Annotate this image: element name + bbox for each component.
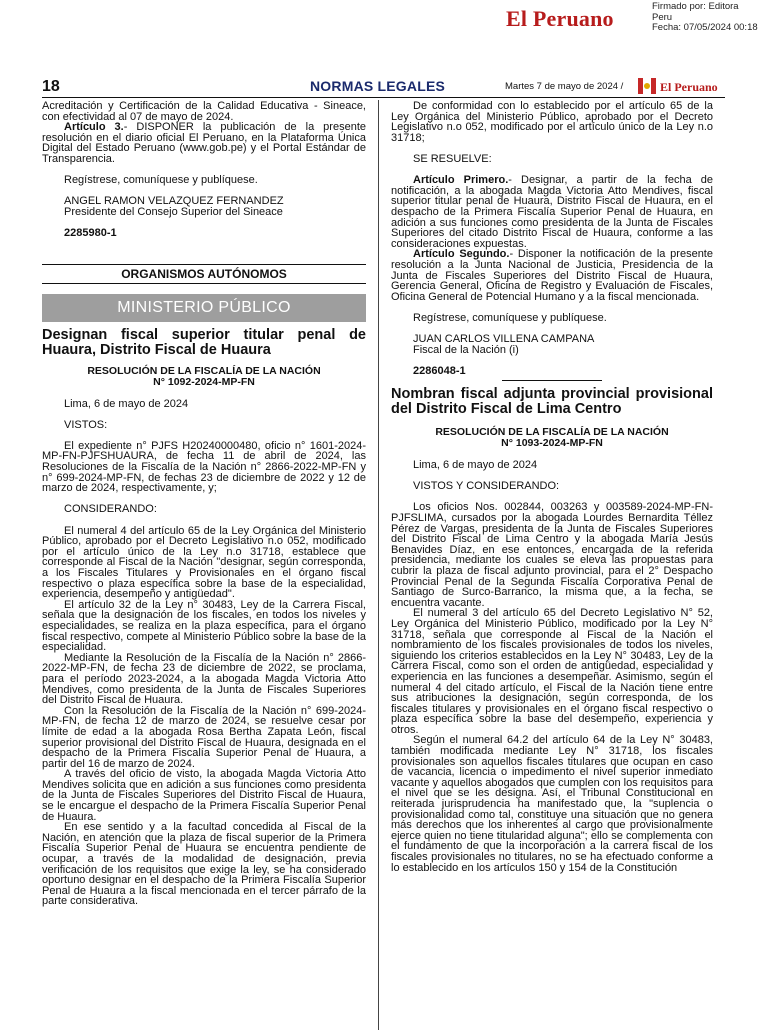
closing-formula: Regístrese, comuníquese y publíquese. [64,174,258,187]
closing-formula: Regístrese, comuníquese y publíquese. [413,311,607,324]
vistos-heading: VISTOS: [64,418,108,431]
page-header [42,78,725,98]
resolution-heading: RESOLUCIÓN DE LA FISCALÍA DE LA NACIÓN [435,426,669,439]
place-date: Lima, 6 de mayo de 2024 [64,397,189,410]
resolution-number: N° 1093-2024-MP-FN [501,437,603,450]
signer-name: JUAN CARLOS VILLENA CAMPANA [413,333,595,346]
paragraph: El numeral 4 del artículo 65 de la Ley Orgánica del Ministerio Público, aprobado por el Decreto Legislativo n.o 052, modificado por el artículo único de la Ley n.o 31718, establece que corresponde al Fiscal de la Nación "designar, según corresponda, a los Fiscales Titulares y Provisionales en el órgano fiscal respectivo o plaza específica sobre la base de la especialidad, experiencia, desempeño y antigüedad". [42,524,366,601]
article-1 [391,175,713,249]
paragraph: De conformidad con lo establecido por el artículo 65 de la Ley Orgánica del Ministerio Público, aprobado por el Decreto Legislativo n.o 052, modificado por el artículo único de la Ley n.o 31718; [391,100,713,144]
peru-coat-icon [638,78,656,94]
signer-role: Fiscal de la Nación (i) [413,343,519,356]
considerando-heading: CONSIDERANDO: [64,503,157,516]
signature-line: Fecha: 07/05/2024 00:18 [652,22,758,33]
se-resuelve-heading: SE RESUELVE: [413,152,492,165]
article-text: - DISPONER la publicación de la presente resolución en el diario oficial El Peruano, en la Plataforma Única Digital del Estado Peruano (www.gob.pe) y el Portal Estándar de Transparencia. [42,121,366,165]
resolution-number: N° 1092-2024-MP-FN [153,375,255,388]
article-text: - Designar, a partir de la fecha de notificación, a la abogada Magda Victoria Atto Mendives, fiscal superior titular penal de Huaura, Distrito Fiscal de Huaura, en el despacho de la Primera Fiscalía Superior Penal de Huaura, en adición a sus funciones como presidenta de la Junta de Fiscales Superiores del citado Distrito Fiscal de Huaura, conforme a las consideraciones expuestas. [391,174,713,250]
place-date: Lima, 6 de mayo de 2024 [413,459,538,472]
paragraph: Mediante la Resolución de la Fiscalía de la Nación n° 2866-2022-MP-FN, de fecha 23 de diciembre de 2022, se proclama, para el período 2023-2024, a la abogada Magda Victoria Atto Mendives, como presidenta de la Junta de Fiscales Superiores del Distrito Fiscal de Huaura. [42,651,366,707]
left-column [42,101,366,907]
paragraph: Con la Resolución de la Fiscalía de la Nación n° 699-2024-MP-FN, de fecha 12 de marzo de 2024, se resuelve cesar por límite de edad a la abogada Rosa Bertha Zapata León, fiscal superior provisional del Distrito Fiscal de Huaura, designada en el despacho de la Primera Fiscalía Superior Penal de Huaura, a partir del 16 de marzo de 2024. [42,704,366,770]
paragraph: Según el numeral 64.2 del artículo 64 de la Ley N° 30483, también modificada mediante Ley N° 31718, los fiscales provisionales son aquellos fiscales titulares que ocupan en caso de vacancia, licencia o impedimento el nivel superior inmediato vacante y aquellos abogados que cumplen con los requisitos para el nivel que se les designa. Así, el Tribunal Constitucional en reiterada jurisprudencia ha manifestado que, la "suplencia o provisionalidad como tal, constituye una situación que no genera más derechos que los inherentes al cargo que provisionalmente ejerce quien no tiene titularidad alguna"; ello se complementa con el fundamento de que la incorporación a la carrera fiscal de los fiscales provisionales no titulares, no se ha efectuado conforme a lo establecido en los artículos 150 y 154 de la Constitución [391,734,713,874]
paragraph: En ese sentido y a la facultad concedida al Fiscal de la Nación, en atención que la plaza de fiscal superior de la Primera Fiscalía Superior Penal de Huaura se encuentra pendiente de ocupar, a través de la modalidad de designación, previa verificación de los requisitos que exige la ley, se ha considerado oportuno designar en el despacho de la Primera Fiscalía Superior Penal de Huaura a la fiscal mencionada en el tercer párrafo de la parte considerativa. [42,821,366,908]
page-number: 18 [42,78,60,95]
document-code: 2286048-1 [413,364,466,377]
paragraph: El artículo 32 de la Ley n° 30483, Ley de la Carrera Fiscal, señala que la designación de los fiscales, en todos los niveles y especialidades, se realiza en la plaza específica, para el órgano fiscal respectivo, compete al Ministerio Público sobre la base de la especialidad. [42,598,366,654]
norm-title: Designan fiscal superior titular penal de Huaura, Distrito Fiscal de Huaura [42,326,366,358]
document-code: 2285980-1 [64,227,117,240]
header-rule [42,97,725,98]
section-bar: ORGANISMOS AUTÓNOMOS [42,264,366,284]
section-title: NORMAS LEGALES [310,78,446,94]
article-label: Artículo Primero. [413,174,509,187]
paragraph: El expediente n° PJFS H20240000480, oficio n° 1601-2024-MP-FN-PJFSHUAURA, de fecha 11 de abril de 2024, las Resoluciones de la Fiscalía de la Nación n° 2866-2022-MP-FN y n° 699-2024-MP-FN, de fechas 23 de diciembre de 2022 y 12 de marzo de 2024, respectivamente, y; [42,439,366,495]
norm-title: Nombran fiscal adjunta provincial provisional del Distrito Fiscal de Lima Centro [391,386,713,418]
paragraph: Los oficios Nos. 002844, 003263 y 003589-2024-MP-FN-PJFSLIMA, cursados por la abogada Lourdes Bernardita Téllez Pérez de Vargas, presidenta de la Junta de Fiscales Superiores del Distrito Fiscal de Lima Centro y la abogada María Jesús Benavides Díaz, en ese entonces, encargada de la referida presidencia, mediante los cuales se eleva las propuestas para cubrir la plaza de fiscal adjunto provincial, para el 2° Despacho Provincial Penal de la Segunda Fiscalía Corporativa Penal de Santiago de Surco-Barranco, la misma que, a la fecha, se encuentra vacante. [391,501,713,609]
signature-line: Firmado por: Editora [652,1,739,12]
el-peruano-logo: El Peruano [506,6,614,31]
column-divider [378,100,379,1030]
paragraph: Acreditación y Certificación de la Calidad Educativa - Sineace, con efectividad al 07 de mayo de 2024. [42,100,366,123]
article-2 [391,249,713,302]
article-text: - Disponer la notificación de la presente resolución a la Junta Nacional de Justicia, Presidencia de la Junta de Fiscales Superiores del Distrito Fiscal de Huaura, Gerencia General, Oficina de Registro y Evaluación de Fiscales, Oficina General de Potencial Humano y a la fiscal mencionada. [391,248,713,303]
signature-line: Peru [652,11,673,23]
signer-role: Presidente del Consejo Superior del Sineace [64,205,283,218]
header-brand: El Peruano [660,80,718,94]
vistos-heading: VISTOS Y CONSIDERANDO: [413,480,560,493]
digital-signature [652,2,768,34]
signer-name: ANGEL RAMON VELAZQUEZ FERNANDEZ [64,195,284,208]
article-3 [42,122,366,164]
article-label: Artículo 3. [64,121,124,134]
article-label: Artículo Segundo. [413,248,510,261]
separator [502,380,602,381]
resolution-heading: RESOLUCIÓN DE LA FISCALÍA DE LA NACIÓN [87,364,321,377]
paragraph: El numeral 3 del artículo 65 del Decreto Legislativo N° 52, Ley Orgánica del Ministerio Público, modificado por la Ley N° 31718, señala que corresponde al Fiscal de la Nación el nombramiento de los fiscales provisionales de todos los niveles, siguiendo los criterios establecidos en la Ley N° 30483, Ley de la Carrera Fiscal, como son el orden de antigüedad, especialidad y experiencia en las funciones a desempeñar. Asimismo, según el numeral 4 del citado artículo, el Fiscal de la Nación tiene entre sus atribuciones la designación, según corresponda, de los fiscales titulares y provisionales en el órgano fiscal respectivo o plaza específica sobre la base del desempeño, experiencia y otros. [391,607,713,736]
paragraph: A través del oficio de visto, la abogada Magda Victoria Atto Mendives solicita que en adición a sus funciones como presidenta de la Junta de Fiscales Superiores del Distrito Fiscal de Huaura, se le encargue el despacho de la Primera Fiscalía Superior Penal de Huaura. [42,768,366,823]
header-date: Martes 7 de mayo de 2024 / [505,81,624,92]
right-column [391,101,713,873]
institution-banner: MINISTERIO PÚBLICO [42,294,366,322]
